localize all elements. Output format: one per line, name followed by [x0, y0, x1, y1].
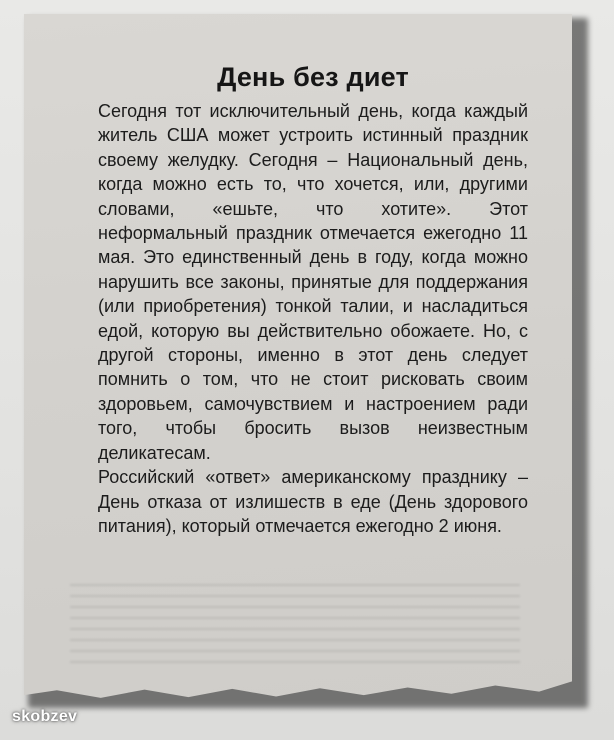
photographer-watermark: skobzev	[12, 708, 78, 725]
article-title: День без диет	[217, 62, 409, 92]
article	[98, 62, 528, 538]
article-paragraph-1: Сегодня тот исключительный день, когда каждый житель США может устроить истинный праздник своему желудку. Сегодня – Национальный день, когда можно есть то, что хочется, или, другими словами, «ешьте, что хотите». Этот неформальный праздник отмечается ежегодно 11 мая. Это единственный день в году, когда можно нарушить все законы, принятые для поддержания (или приобретения) тонкой талии, и насладиться едой, которую вы действительно обожаете. Но, с другой стороны, именно в этот день следует помнить о том, что не стоит рисковать своим здоровьем, самочувствием и настроением ради того, чтобы бросить вызов неизвестным деликатесам.	[98, 101, 528, 463]
reverse-side-bleed-through	[70, 575, 520, 670]
article-paragraph-2: Российский «ответ» американскому празднику – День отказа от излишеств в еде (День здорового питания), который отмечается ежегодно 2 июня.	[98, 467, 528, 536]
